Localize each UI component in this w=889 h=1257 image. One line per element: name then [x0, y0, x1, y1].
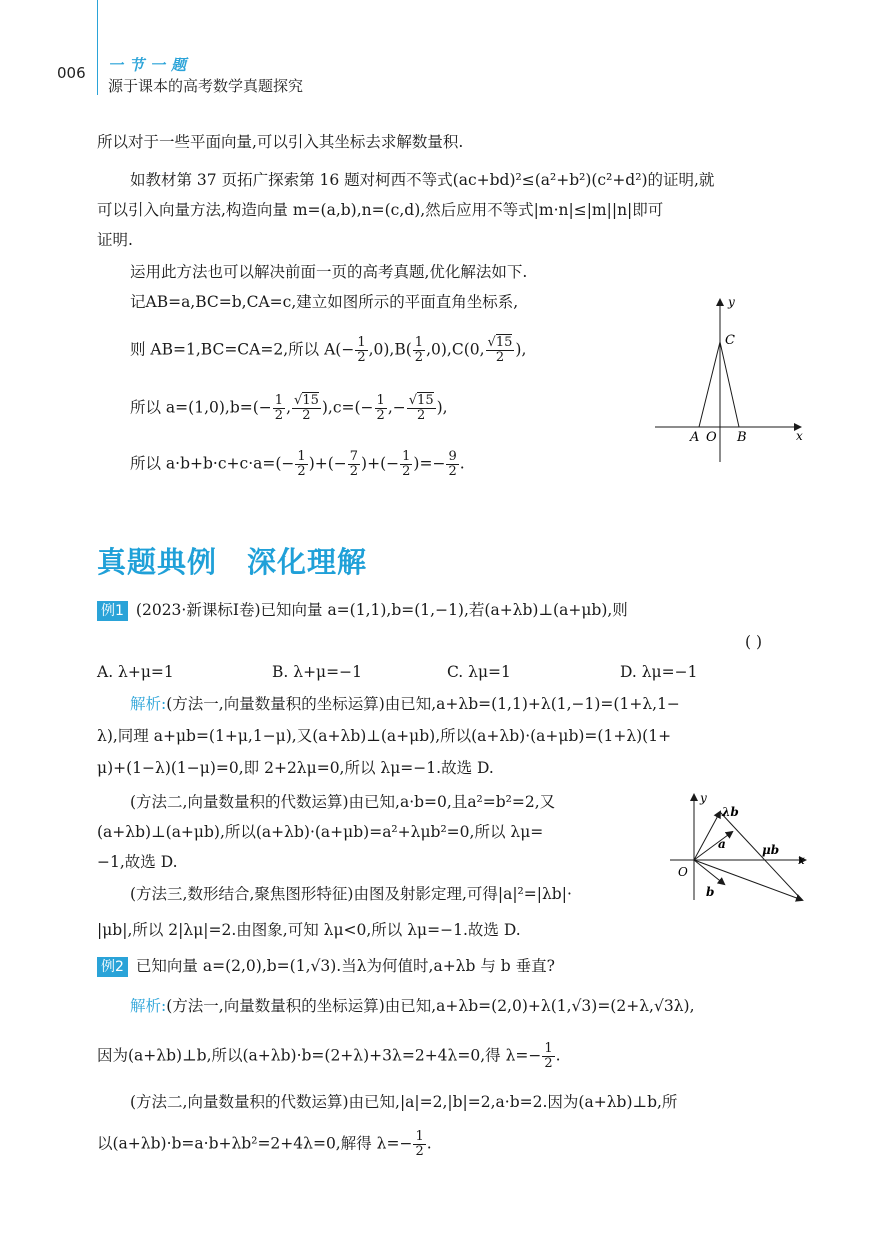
intro-line-7-prefix: 所以 a·b+b·c+c·a=( — [130, 454, 282, 473]
segment-endpoints — [720, 812, 802, 900]
example1-option-c: C. λμ=1 — [447, 663, 511, 681]
page-number: 006 — [57, 64, 86, 82]
example1-solution-1a — [130, 692, 680, 716]
fig2-label-lambda-b: λb — [722, 805, 739, 819]
fig2-label-b: b — [706, 885, 715, 899]
vector-a — [694, 832, 732, 860]
example2-solution-2b: 以(a+λb)·b=a·b+λb²=2+4λ=0,解得 λ=− $\frac{1}{2}$ . — [97, 1129, 432, 1159]
fig1-label-b: B — [737, 430, 747, 445]
fig2-label-a: a — [718, 837, 726, 851]
intro-paragraph-1: 所以对于一些平面向量,可以引入其坐标去求解数量积. — [97, 133, 464, 151]
example2-solution-1a — [130, 994, 695, 1018]
intro-line-5: 则 AB=1,BC=CA=2,所以 A(− $\frac{1}{2}$ ,0),B( $\frac{1}{2}$ ,0),C(0, $\frac{√15}{2}$ ), — [130, 335, 527, 365]
example2-solution-1b-text: 因为(a+λb)⊥b,所以(a+λb)·b=(2+λ)+3λ=2+4λ=0,得 λ=− — [97, 1046, 542, 1065]
header-rule — [97, 0, 98, 95]
fraction: $\frac{√15}{2}$ — [487, 335, 513, 365]
example2-solution-1b: 因为(a+λb)⊥b,所以(a+λb)·b=(2+λ)+3λ=2+4λ=0,得 λ=− $\frac{1}{2}$ . — [97, 1041, 561, 1071]
fraction: $\frac{1}{2}$ — [415, 1129, 424, 1159]
fraction: $\frac{1}{2}$ — [357, 335, 366, 365]
fig2-label-o: O — [678, 865, 688, 879]
example1-solution-2a: (方法二,向量数量积的代数运算)由已知,a·b=0,且a²=b²=2,又 — [130, 793, 556, 811]
fig1-label-a: A — [690, 430, 700, 445]
fig1-label-x: x — [796, 429, 803, 443]
triangle-abc — [699, 342, 739, 427]
example2-solution-2b-text: 以(a+λb)·b=a·b+λb²=2+4λ=0,解得 λ=− — [97, 1134, 413, 1153]
fig1-label-c: C — [725, 333, 735, 348]
example2-solution-2a: (方法二,向量数量积的代数运算)由已知,|a|=2,|b|=2,a·b=2.因为(a+λb)⊥b,所 — [130, 1093, 678, 1111]
fraction: $\frac{√15}{2}$ — [408, 393, 434, 423]
fig2-label-x: x — [798, 853, 805, 867]
example1-solution-1a-text: (方法一,向量数量积的坐标运算)由已知,a+λb=(1,1)+λ(1,−1)=(1+λ,1− — [166, 695, 680, 713]
example1-option-d: D. λμ=−1 — [620, 663, 698, 681]
example2-solution-1a-text: (方法一,向量数量积的坐标运算)由已知,a+λb=(2,0)+λ(1,√3)=(2+λ,√3λ), — [166, 997, 695, 1015]
fraction: $\frac{1}{2}$ — [544, 1041, 553, 1071]
example2-badge: 例2 — [97, 957, 128, 977]
example2-solution-label: 解析: — [130, 997, 167, 1015]
intro-paragraph-2b: 可以引入向量方法,构造向量 m=(a,b),n=(c,d),然后应用不等式|m·n|≤|m||n|即可 — [97, 201, 664, 219]
fraction: $\frac{√15}{2}$ — [294, 393, 319, 423]
example2-stem: 已知向量 a=(2,0),b=(1,√3).当λ为何值时,a+λb 与 b 垂直? — [135, 957, 555, 975]
example1-solution-1c: μ)+(1−λ)(1−μ)=0,即 2+2λμ=0,所以 λμ=−1.故选 D. — [97, 759, 494, 777]
intro-line-5-prefix: 则 AB=1,BC=CA=2,所以 A( — [130, 340, 342, 359]
example1-badge: 例1 — [97, 601, 128, 621]
fraction: $\frac{1}{2}$ — [402, 449, 411, 479]
example1-stem: (2023·新课标Ⅰ卷)已知向量 a=(1,1),b=(1,−1),若(a+λb)⊥(a+μb),则 — [135, 601, 628, 619]
fig2-label-y: y — [700, 791, 707, 805]
example1-option-b: B. λ+μ=−1 — [272, 663, 362, 681]
series-subtitle: 源于课本的高考数学真题探究 — [108, 77, 304, 95]
example1-solution-3b: |μb|,所以 2|λμ|=2.由图象,可知 λμ<0,所以 λμ=−1.故选 D. — [97, 921, 521, 939]
vector-b — [694, 860, 724, 884]
fig2-label-mu-b: μb — [762, 843, 780, 857]
fraction: $\frac{1}{2}$ — [274, 393, 284, 423]
series-title: 一节一题 — [108, 56, 193, 74]
fraction: $\frac{1}{2}$ — [376, 393, 385, 423]
intro-paragraph-4: 记AB=a,BC=b,CA=c,建立如图所示的平面直角坐标系, — [130, 293, 519, 311]
fraction: $\frac{7}{2}$ — [349, 449, 359, 479]
fig1-label-o: O — [706, 430, 717, 445]
example1-stem-line — [97, 598, 628, 622]
fraction: $\frac{1}{2}$ — [414, 335, 424, 365]
example1-solution-2c: −1,故选 D. — [97, 853, 178, 871]
triangle-coordinate-figure — [650, 292, 810, 467]
section-title: 真题典例 深化理解 — [97, 545, 368, 579]
example1-answer-paren: ( ) — [745, 633, 763, 651]
intro-paragraph-2a: 如教材第 37 页拓广探索第 16 题对柯西不等式(ac+bd)²≤(a²+b²)(c²+d²)的证明,就 — [130, 171, 715, 189]
example1-solution-3a: (方法三,数形结合,聚焦图形特征)由图及射影定理,可得|a|²=|λb|· — [130, 885, 572, 903]
example1-solution-2b: (a+λb)⊥(a+μb),所以(a+λb)·(a+μb)=a²+λμb²=0,所以 λμ= — [97, 823, 544, 841]
intro-line-7: 所以 a·b+b·c+c·a=(− $\frac{1}{2}$ )+(− $\frac{7}{2}$ )+(− $\frac{1}{2}$ )=− $\frac{9}{2}$ . — [130, 449, 465, 479]
example2-stem-line — [97, 954, 555, 978]
intro-paragraph-2c: 证明. — [97, 231, 133, 249]
vector-projection-figure — [670, 790, 810, 910]
intro-line-6-prefix: 所以 a=(1,0),b=( — [130, 398, 259, 417]
example1-solution-1b: λ),同理 a+μb=(1+μ,1−μ),又(a+λb)⊥(a+μb),所以(a+λb)·(a+μb)=(1+λ)(1+ — [97, 727, 672, 745]
intro-paragraph-3: 运用此方法也可以解决前面一页的高考真题,优化解法如下. — [130, 263, 528, 281]
vector-lambda-b — [694, 812, 720, 860]
example1-option-a: A. λ+μ=1 — [97, 663, 174, 681]
fig1-label-y: y — [728, 295, 735, 309]
fraction: $\frac{1}{2}$ — [297, 449, 306, 479]
fraction: $\frac{9}{2}$ — [448, 449, 457, 479]
intro-line-6: 所以 a=(1,0),b=(− $\frac{1}{2}$ , $\frac{√15}{2}$ ),c=(− $\frac{1}{2}$ ,− $\frac{√15}{2}$ ), — [130, 393, 448, 423]
example1-solution-label: 解析: — [130, 695, 167, 713]
